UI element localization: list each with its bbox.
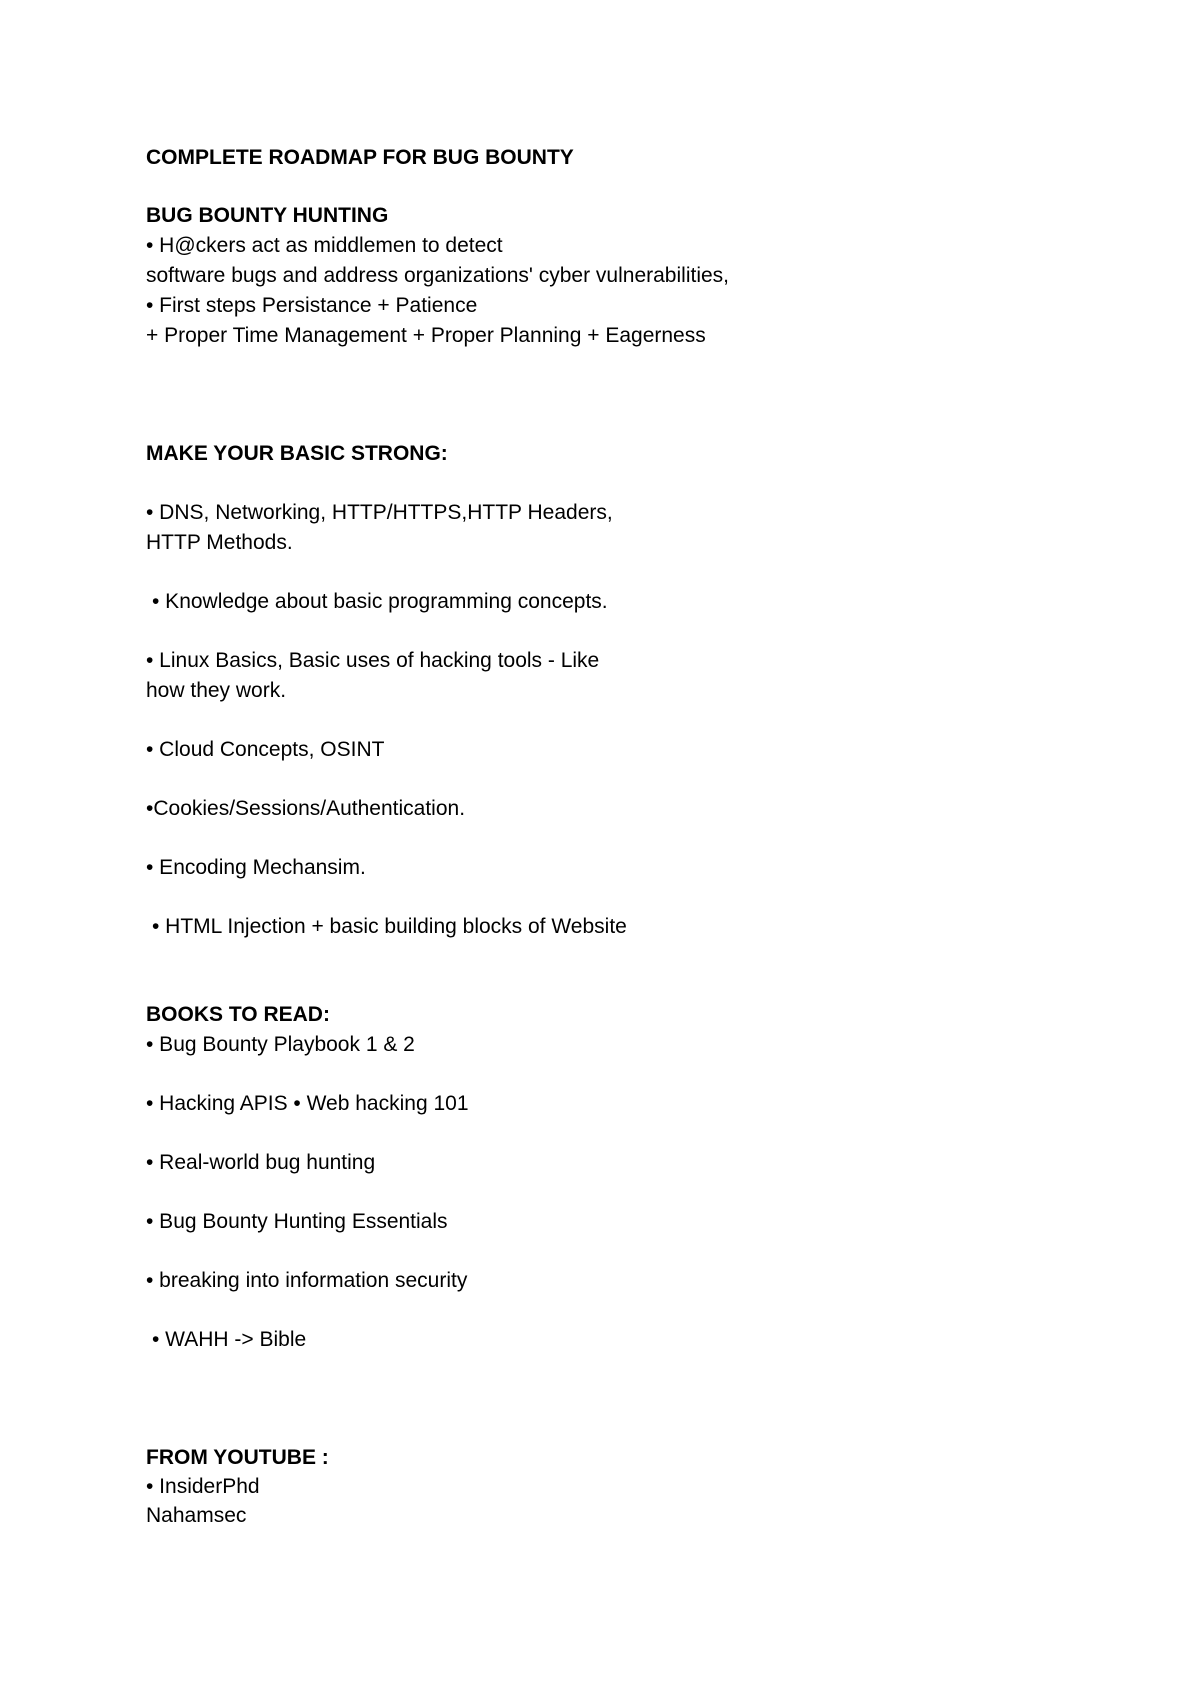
basics-line-8: • Encoding Mechansim. xyxy=(146,856,366,879)
books-line-5: • breaking into information security xyxy=(146,1269,468,1292)
hunting-line-4: + Proper Time Management + Proper Planning + Eagerness xyxy=(146,324,706,347)
basics-line-1: • DNS, Networking, HTTP/HTTPS,HTTP Headers, xyxy=(146,501,613,524)
heading-from-youtube: FROM YOUTUBE : xyxy=(146,1446,329,1469)
books-line-3: • Real-world bug hunting xyxy=(146,1151,376,1174)
hunting-line-2: software bugs and address organizations' cyber vulnerabilities, xyxy=(146,264,729,287)
books-line-4: • Bug Bounty Hunting Essentials xyxy=(146,1210,448,1233)
basics-line-7: •Cookies/Sessions/Authentication. xyxy=(146,797,466,820)
basics-line-5: how they work. xyxy=(146,679,287,702)
basics-line-6: • Cloud Concepts, OSINT xyxy=(146,738,385,761)
books-line-6: • WAHH -> Bible xyxy=(152,1328,307,1351)
heading-bug-bounty-hunting: BUG BOUNTY HUNTING xyxy=(146,204,389,227)
youtube-line-2: Nahamsec xyxy=(146,1504,247,1527)
youtube-line-1: • InsiderPhd xyxy=(146,1475,260,1498)
document-title: COMPLETE ROADMAP FOR BUG BOUNTY xyxy=(146,146,574,169)
basics-line-9: • HTML Injection + basic building blocks of Website xyxy=(152,915,627,938)
basics-line-2: HTTP Methods. xyxy=(146,531,293,554)
heading-books-to-read: BOOKS TO READ: xyxy=(146,1003,330,1026)
basics-line-4: • Linux Basics, Basic uses of hacking tools - Like xyxy=(146,649,600,672)
heading-make-basic-strong: MAKE YOUR BASIC STRONG: xyxy=(146,442,448,465)
books-line-2: • Hacking APIS • Web hacking 101 xyxy=(146,1092,469,1115)
hunting-line-3: • First steps Persistance + Patience xyxy=(146,294,478,317)
books-line-1: • Bug Bounty Playbook 1 & 2 xyxy=(146,1033,415,1056)
basics-line-3: • Knowledge about basic programming concepts. xyxy=(152,590,608,613)
hunting-line-1: • H@ckers act as middlemen to detect xyxy=(146,234,503,257)
